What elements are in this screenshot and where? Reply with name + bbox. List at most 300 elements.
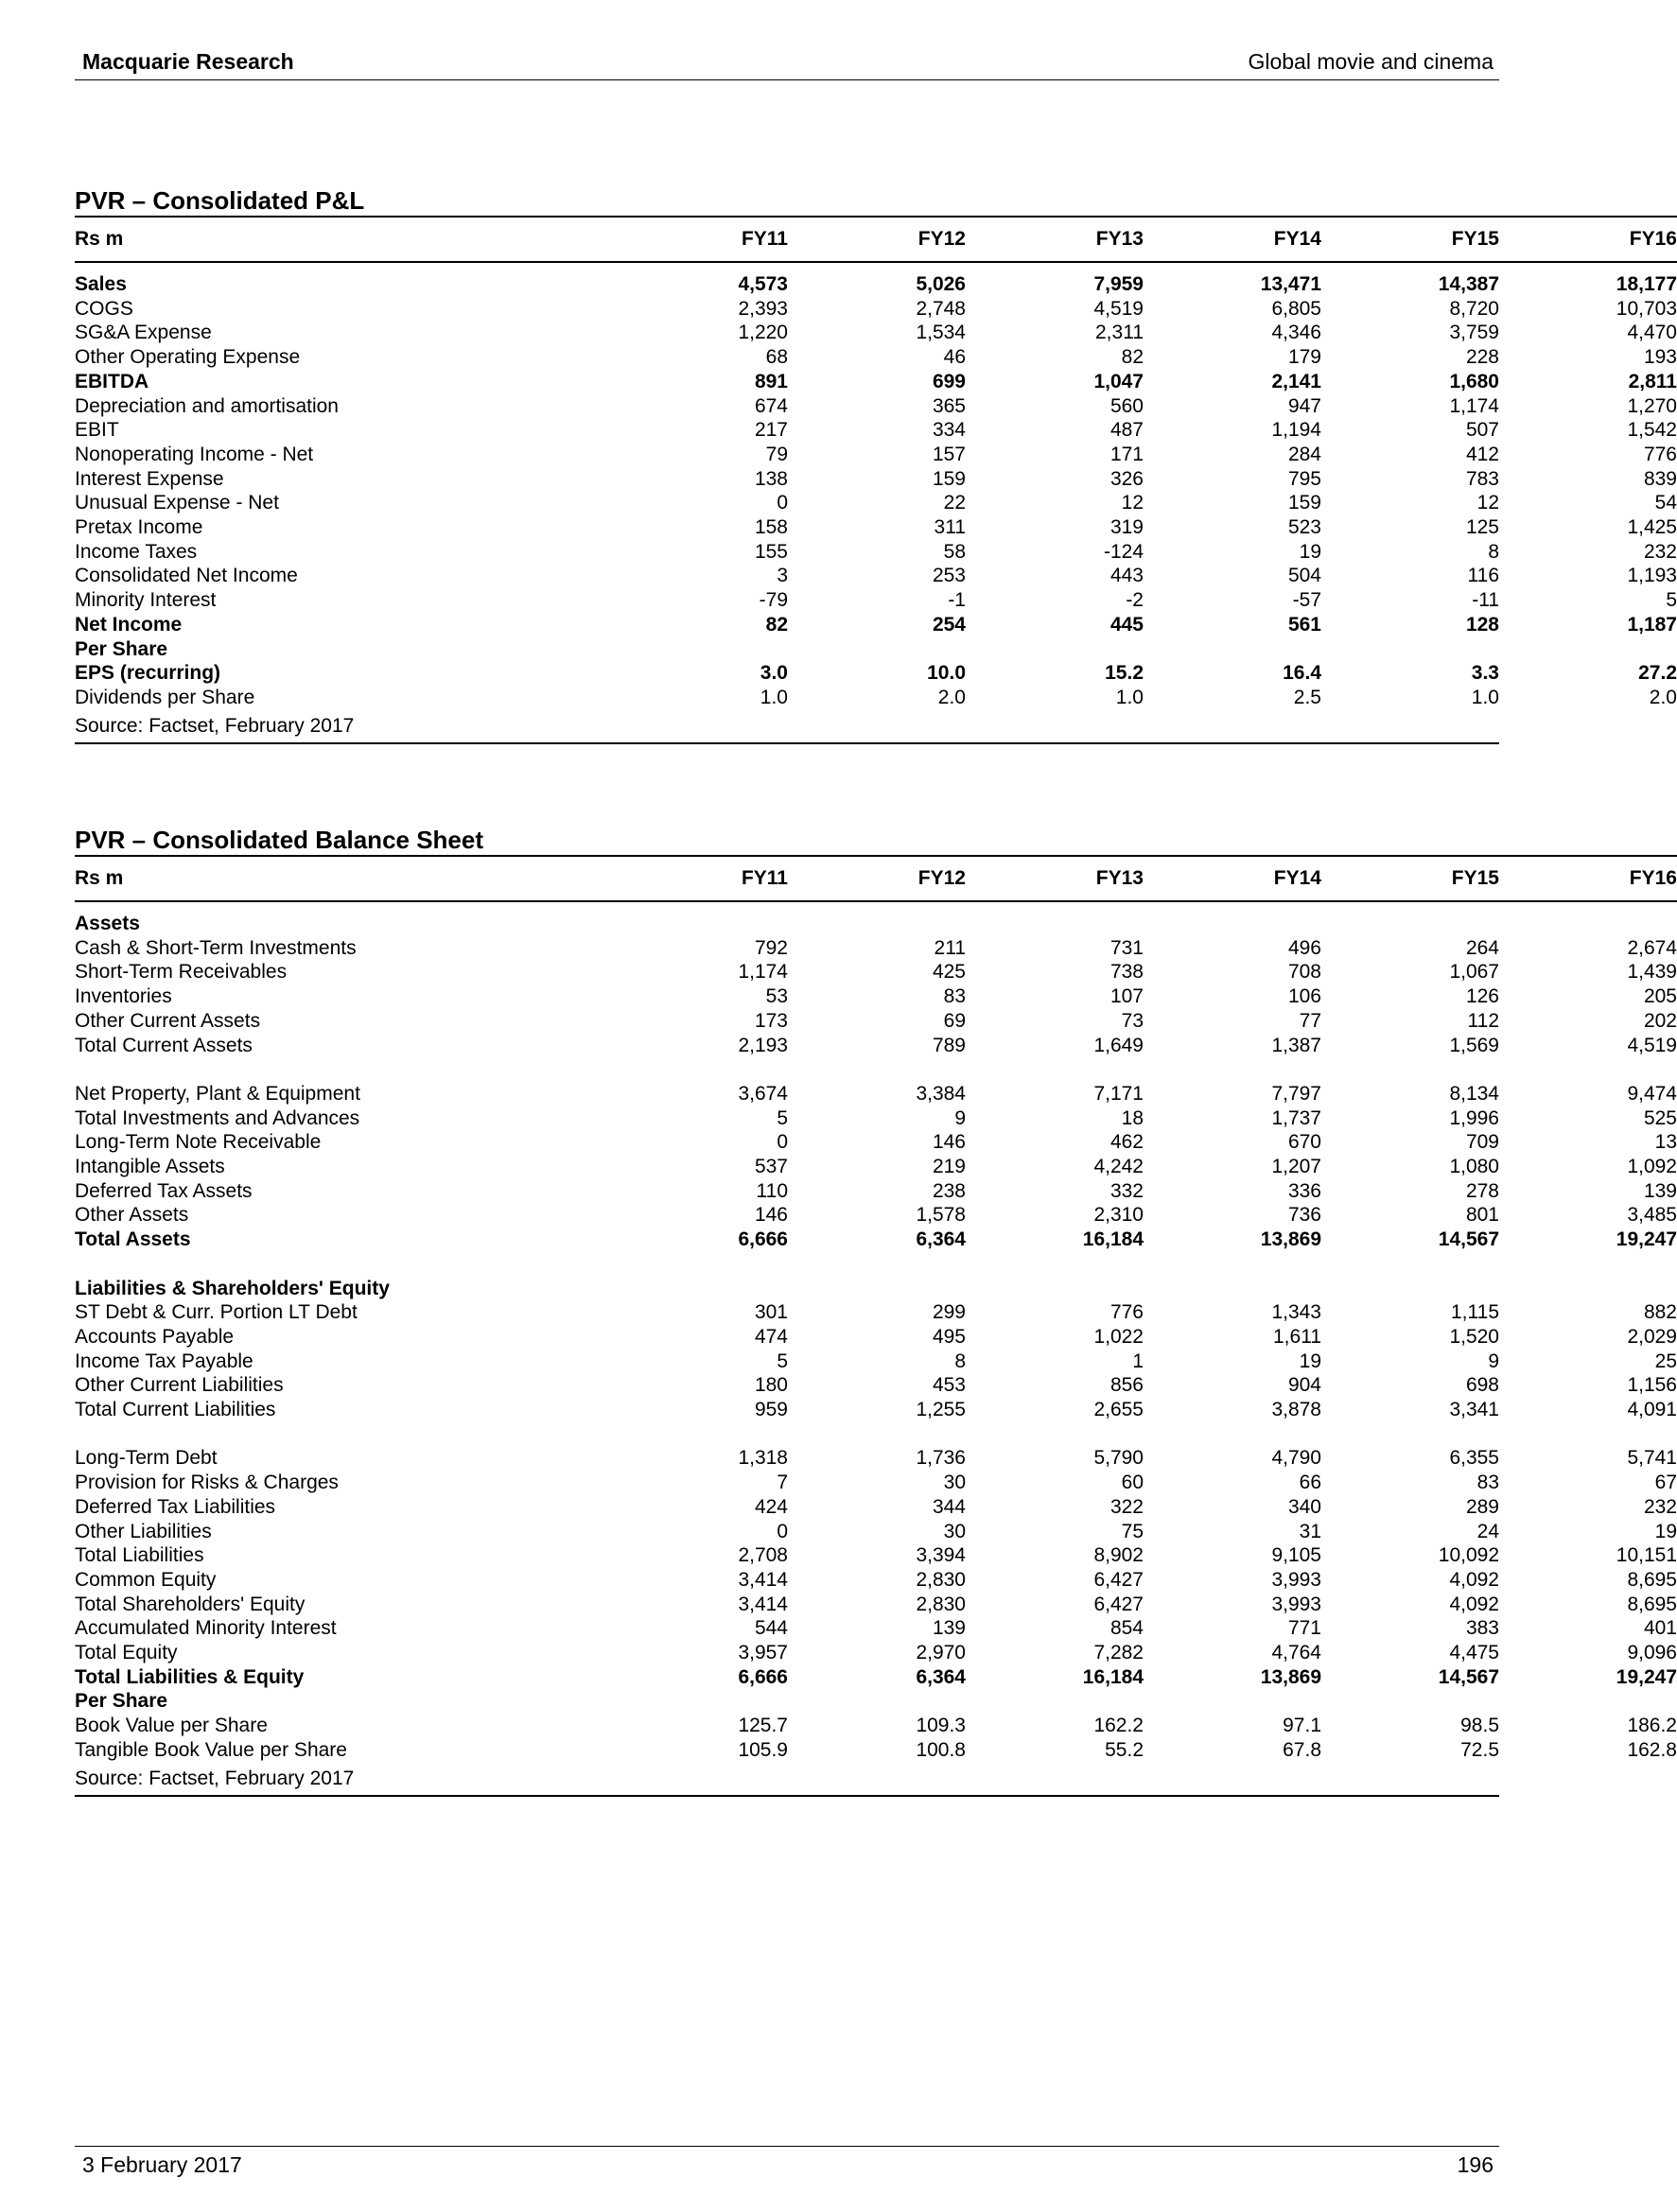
row-value: 4,764 [1271,1642,1321,1664]
row-value: 0 [777,1520,788,1542]
table-row [75,1689,1677,1714]
row-value: 496 [1287,936,1321,959]
row-label: Other Current Liabilities [75,1374,284,1397]
column-header-year: FY16 [1629,228,1677,250]
row-value [610,1689,788,1714]
pl-header-row [75,217,1677,262]
row-value: 882 [1643,1301,1677,1324]
row-value: 22 [943,492,966,514]
row-value: 495 [932,1325,966,1348]
row-value: 795 [1287,467,1321,490]
row-label: COGS [75,297,133,320]
row-value: 8,695 [1627,1568,1677,1591]
row-label: Deferred Tax Assets [75,1179,253,1202]
row-value: 8 [954,1350,966,1372]
row-value [1499,1422,1677,1447]
row-value [1499,901,1677,936]
row-value [1144,637,1321,662]
row-value: 425 [932,961,966,984]
row-value: 146 [932,1131,966,1154]
row-value: 5,026 [916,273,966,295]
row-value: 4,470 [1627,322,1677,344]
row-label: EBIT [75,419,119,442]
row-value: 412 [1465,443,1499,465]
table-row [75,564,1677,588]
row-value: 674 [754,394,788,417]
table-row [75,1228,1677,1252]
row-value [1144,901,1321,936]
row-value: 1,255 [916,1399,966,1421]
row-value: 66 [1299,1472,1321,1494]
table-row [75,1203,1677,1228]
row-value: 228 [1465,346,1499,369]
row-label: Tangible Book Value per Share [75,1738,347,1761]
row-value: -57 [1292,589,1321,612]
row-value: 159 [932,467,966,490]
row-value: 180 [754,1374,788,1397]
row-value: 1,187 [1627,613,1677,636]
row-label: Other Operating Expense [75,346,301,369]
row-value: 525 [1643,1106,1677,1129]
row-value: 8,695 [1627,1593,1677,1615]
row-label: Net Income [75,613,183,636]
row-value: 4,092 [1449,1568,1499,1591]
row-value: 5 [777,1350,788,1372]
row-value: 1,425 [1627,516,1677,539]
row-value: 6,355 [1449,1447,1499,1470]
row-value: 2,830 [916,1593,966,1615]
row-value: 16.4 [1283,662,1321,685]
row-value: 1.0 [1115,686,1144,708]
row-label: ST Debt & Curr. Portion LT Debt [75,1301,358,1324]
row-value: 1,220 [738,322,788,344]
row-value: 4,519 [1627,1034,1677,1056]
row-value: 544 [754,1617,788,1640]
row-value: 2,830 [916,1568,966,1591]
row-value [788,637,966,662]
row-value: 4,475 [1449,1642,1499,1664]
row-value: 1.0 [1471,686,1499,708]
row-value [1144,1689,1321,1714]
row-label: Total Shareholders' Equity [75,1593,306,1615]
row-value [788,901,966,936]
row-value: 1,194 [1271,419,1321,442]
row-label: Depreciation and amortisation [75,394,339,417]
row-value: 383 [1465,1617,1499,1640]
row-value: 238 [932,1179,966,1202]
row-value: 3,674 [738,1082,788,1105]
table-row [75,1471,1677,1495]
row-value: 12 [1121,492,1144,514]
row-value: 462 [1109,1131,1144,1154]
row-value: 487 [1109,419,1144,442]
row-value [1321,1252,1499,1277]
row-value: 219 [932,1156,966,1178]
row-value [1144,1422,1321,1447]
row-value: 334 [932,419,966,442]
row-value: -2 [1126,589,1144,612]
row-value [1321,1689,1499,1714]
table-row [75,960,1677,984]
table-row [75,637,1677,662]
row-value: 453 [932,1374,966,1397]
publication-date: 3 February 2017 [82,2152,242,2177]
row-value: 3,394 [916,1544,966,1567]
row-label: Sales [75,273,127,295]
row-label: Consolidated Net Income [75,565,298,587]
row-value: 474 [754,1325,788,1348]
row-value: 3.3 [1471,662,1499,685]
row-value: 2,655 [1093,1399,1144,1421]
column-header-year: FY12 [917,228,966,250]
row-value: 158 [754,516,788,539]
row-value: 8 [1488,540,1499,563]
row-value: 1,193 [1627,565,1677,587]
table-row [75,1179,1677,1204]
row-value: 698 [1465,1374,1499,1397]
row-value: 146 [754,1204,788,1227]
row-value: 5,741 [1627,1447,1677,1470]
row-value [788,1689,966,1714]
row-value: 4,242 [1093,1156,1144,1178]
bs-body [75,901,1677,1763]
row-value: 783 [1465,467,1499,490]
row-value: 162.2 [1093,1715,1144,1737]
column-header-year: FY13 [1095,228,1144,250]
row-label: Accumulated Minority Interest [75,1617,337,1640]
table-row [75,1398,1677,1422]
table-row [75,262,1677,297]
row-value: 284 [1287,443,1321,465]
row-value: 68 [765,346,788,369]
table-row [75,321,1677,345]
table-row [75,936,1677,961]
row-value: 0 [777,492,788,514]
row-value [1499,1277,1677,1301]
row-value: 1,156 [1627,1374,1677,1397]
spacer-row [75,1057,1677,1082]
row-value: 1,680 [1449,370,1499,392]
row-value: -124 [1103,540,1144,563]
row-label: Dividends per Share [75,686,255,708]
row-value: 1,047 [1093,370,1144,392]
row-value [610,1277,788,1301]
row-value: 443 [1109,565,1144,587]
row-value: 326 [1109,467,1144,490]
row-value: 1,737 [1271,1106,1321,1129]
row-value: 110 [756,1179,788,1202]
row-value [966,637,1144,662]
row-value: 8,902 [1093,1544,1144,1567]
row-value [788,1422,966,1447]
row-value: 1,439 [1627,961,1677,984]
row-value: 2,393 [738,297,788,320]
row-value: 18 [1121,1106,1144,1129]
row-value: 7 [777,1472,788,1494]
row-label: Accounts Payable [75,1325,235,1348]
row-value: 738 [1109,961,1144,984]
row-value: 1,736 [916,1447,966,1470]
table-row [75,394,1677,419]
row-label: Income Taxes [75,540,198,563]
row-value: 16,184 [1082,1665,1144,1688]
row-value: 854 [1109,1617,1144,1640]
row-value: 97.1 [1283,1715,1321,1737]
row-value: 73 [1121,1009,1144,1032]
row-label: Total Investments and Advances [75,1106,360,1129]
row-value: 9,105 [1271,1544,1321,1567]
row-value: 709 [1465,1131,1499,1154]
row-value: 5,790 [1093,1447,1144,1470]
table-row [75,1543,1677,1568]
row-label: Other Liabilities [75,1520,212,1542]
row-value: 155 [754,540,788,563]
spacer-row [75,1422,1677,1447]
pl-source: Source: Factset, February 2017 [75,710,1499,744]
row-value: 2,310 [1093,1204,1144,1227]
row-value: 736 [1287,1204,1321,1227]
row-value: 8,720 [1449,297,1499,320]
row-value: 332 [1109,1179,1144,1202]
row-value: 1,092 [1627,1156,1677,1178]
table-row [75,901,1677,936]
row-value [610,637,788,662]
table-row [75,686,1677,710]
row-value: 1,270 [1627,394,1677,417]
table-row [75,1155,1677,1179]
row-value: 202 [1643,1009,1677,1032]
row-value: 947 [1287,394,1321,417]
row-value: 1,542 [1627,419,1677,442]
row-value: 904 [1287,1374,1321,1397]
table-row [75,1009,1677,1034]
row-value: 6,805 [1271,297,1321,320]
table-row [75,418,1677,443]
row-value: 6,364 [916,1665,966,1688]
row-value: 125.7 [738,1715,788,1737]
table-row [75,1593,1677,1617]
row-value: 7,959 [1093,273,1144,295]
row-value: 67.8 [1283,1738,1321,1761]
row-value: 3,878 [1271,1399,1321,1421]
row-value: 6,364 [916,1228,966,1251]
row-value: 13 [1654,1131,1677,1154]
row-value: 105.9 [738,1738,788,1761]
row-value: 340 [1287,1495,1321,1518]
row-label: Unusual Expense - Net [75,492,279,514]
row-value: 2,141 [1271,370,1321,392]
row-label: Income Tax Payable [75,1350,253,1372]
table-row [75,515,1677,540]
table-row [75,1714,1677,1738]
row-value [788,1277,966,1301]
row-value: 19,247 [1616,1665,1677,1688]
table-row [75,540,1677,565]
row-value: 9,474 [1627,1082,1677,1105]
row-value: 82 [765,613,788,636]
page-header [75,47,1499,80]
row-value: 13,869 [1260,1228,1321,1251]
row-value: 9 [954,1106,966,1129]
row-value: 139 [932,1617,966,1640]
row-value: 75 [1121,1520,1144,1542]
row-label [75,1422,610,1447]
table-row [75,491,1677,515]
column-header-year: FY11 [741,228,788,250]
row-value: 126 [1465,985,1499,1008]
row-value: 839 [1643,467,1677,490]
row-value: 58 [943,540,966,563]
row-value: 1 [1132,1350,1144,1372]
row-label: Long-Term Debt [75,1447,218,1470]
row-label: Deferred Tax Liabilities [75,1495,276,1518]
row-value: -1 [948,589,966,612]
table-row [75,1350,1677,1374]
row-value: 1,174 [738,961,788,984]
row-value: 792 [754,936,788,959]
table-row [75,1568,1677,1593]
row-value: 232 [1643,1495,1677,1518]
table-row [75,1520,1677,1544]
table-row [75,467,1677,492]
row-value: 171 [1109,443,1144,465]
row-value: 79 [765,443,788,465]
row-value: 4,790 [1271,1447,1321,1470]
row-value: 959 [754,1399,788,1421]
row-label: Book Value per Share [75,1715,268,1737]
table-row [75,1277,1677,1301]
row-value: 731 [1109,936,1144,959]
row-value: 344 [932,1495,966,1518]
row-value: 771 [1287,1617,1321,1640]
row-value [1499,637,1677,662]
row-value: 424 [754,1495,788,1518]
row-label: Provision for Risks & Charges [75,1472,339,1494]
row-value: 699 [932,370,966,392]
row-value: 2.0 [1649,686,1677,708]
row-value: 6,427 [1093,1593,1144,1615]
row-value [966,901,1144,936]
row-value: 6,666 [738,1665,788,1688]
row-value: 322 [1109,1495,1144,1518]
row-value: 561 [1287,613,1321,636]
row-value [966,1252,1144,1277]
row-value: 537 [754,1156,788,1178]
row-value: 4,092 [1449,1593,1499,1615]
row-value: 72.5 [1460,1738,1499,1761]
row-value: 139 [1643,1179,1677,1202]
row-value: 253 [932,565,966,587]
row-value: 125 [1465,516,1499,539]
table-row [75,588,1677,613]
row-value: 14,567 [1438,1228,1499,1251]
row-value: 1,649 [1093,1034,1144,1056]
row-value: 3,341 [1449,1399,1499,1421]
row-value [966,1277,1144,1301]
row-value: 10.0 [927,662,966,685]
page-footer [75,2146,1499,2181]
bs-title: PVR – Consolidated Balance Sheet [75,826,484,854]
bs-table [75,855,1677,1763]
row-value [610,1057,788,1082]
row-value: 18,177 [1616,273,1677,295]
row-value: 1,115 [1451,1301,1499,1324]
publisher-name: Macquarie Research [82,49,294,74]
row-value: 31 [1299,1520,1321,1542]
row-value: 1,318 [738,1447,788,1470]
row-value: 16,184 [1082,1228,1144,1251]
column-header-year: FY12 [917,867,966,889]
row-value: 776 [1109,1301,1144,1324]
row-value: 9 [1488,1350,1499,1372]
row-label: Nonoperating Income - Net [75,443,314,465]
row-value: 30 [943,1520,966,1542]
column-header-year: FY15 [1451,867,1499,889]
row-value: 2,029 [1627,1325,1677,1348]
table-row [75,345,1677,370]
table-row [75,370,1677,394]
table-row [75,1373,1677,1398]
bs-source: Source: Factset, February 2017 [75,1763,1499,1797]
row-value: 217 [754,419,788,442]
row-value: 254 [932,613,966,636]
row-value: 83 [943,985,966,1008]
table-row [75,1616,1677,1641]
row-value: 46 [943,346,966,369]
row-value: 157 [932,443,966,465]
row-value: 232 [1643,540,1677,563]
row-value [1499,1689,1677,1714]
row-value: 3,957 [738,1642,788,1664]
row-value: 1,569 [1449,1034,1499,1056]
row-value: 2,811 [1628,370,1677,392]
row-value: 162.8 [1627,1738,1677,1761]
row-value: 107 [1109,985,1144,1008]
row-value: 19,247 [1616,1228,1677,1251]
row-value: 2.5 [1293,686,1321,708]
row-value: 10,703 [1616,297,1677,320]
row-value: 3,993 [1271,1568,1321,1591]
table-row [75,1665,1677,1690]
row-value: 10,151 [1616,1544,1677,1567]
table-row [75,984,1677,1009]
row-label: Liabilities & Shareholders' Equity [75,1277,390,1299]
table-row [75,443,1677,467]
row-value: 109.3 [916,1715,966,1737]
column-header-units: Rs m [75,867,124,889]
row-label: Total Liabilities & Equity [75,1665,305,1688]
row-value: 856 [1109,1374,1144,1397]
table-row [75,1082,1677,1106]
row-value: 8,134 [1449,1082,1499,1105]
row-value: 319 [1109,516,1144,539]
row-value: 3,485 [1627,1204,1677,1227]
row-label: Short-Term Receivables [75,961,288,984]
row-value [788,1252,966,1277]
column-header-year: FY11 [741,867,788,889]
row-value: 54 [1654,492,1677,514]
row-value [1144,1277,1321,1301]
row-value: 7,171 [1093,1082,1144,1105]
row-value: 19 [1299,1350,1321,1372]
row-value: 12 [1476,492,1499,514]
report-topic: Global movie and cinema [1248,49,1494,74]
row-label: Cash & Short-Term Investments [75,936,357,959]
row-value: -11 [1472,589,1499,612]
row-label: Inventories [75,985,172,1008]
row-value: 98.5 [1460,1715,1499,1737]
row-value: 100.8 [916,1738,966,1761]
